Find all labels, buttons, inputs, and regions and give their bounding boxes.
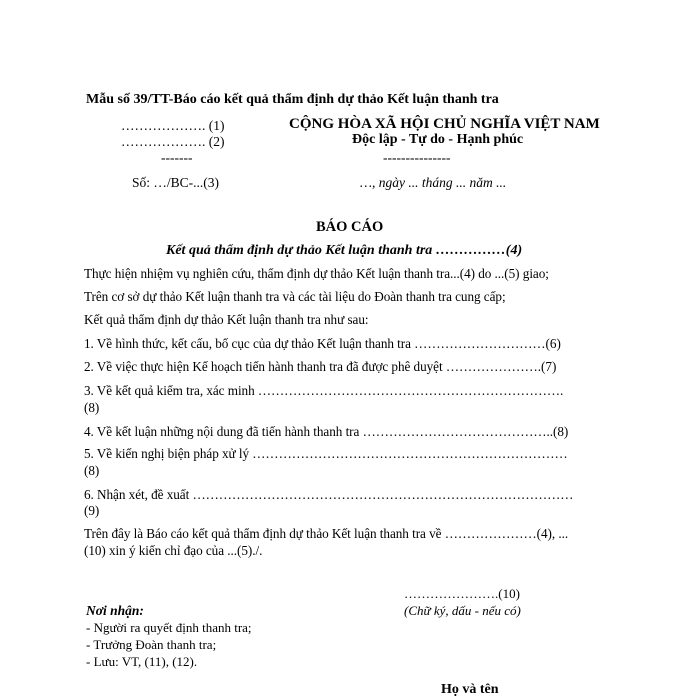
item-3-ref: (8) <box>84 400 100 415</box>
motto-separator: --------------- <box>383 150 451 165</box>
item-5-ref: (8) <box>84 463 100 478</box>
report-subtitle: Kết quả thẩm định dự thảo Kết luận thanh tra ……………(4) <box>166 243 523 258</box>
org-separator: ------- <box>161 150 193 165</box>
motto: Độc lập - Tự do - Hạnh phúc <box>352 132 524 147</box>
closing-line-1: Trên đây là Báo cáo kết quả thẩm định dự thảo Kết luận thanh tra về …………………(4), ... <box>84 526 569 541</box>
recipient-item: - Người ra quyết định thanh tra; <box>86 620 252 635</box>
date-line: …, ngày ... tháng ... năm ... <box>360 175 507 190</box>
recipients-heading: Nơi nhận: <box>86 603 144 618</box>
signature-note: (Chữ ký, dấu - nếu có) <box>404 603 521 618</box>
closing-line-2: (10) xin ý kiến chỉ đạo của ...(5)./. <box>84 543 263 558</box>
document-number: Số: …/BC-...(3) <box>132 175 220 190</box>
paragraph-1: Thực hiện nhiệm vụ nghiên cứu, thẩm định dự thảo Kết luận thanh tra...(4) do ...(5) giao; <box>84 266 549 281</box>
signature-dots: ………………….(10) <box>404 586 520 601</box>
item-4: 4. Về kết luận những nội dung đã tiến hành thanh tra ……………………………………..(8) <box>84 424 569 439</box>
form-title: Mẫu số 39/TT-Báo cáo kết quả thẩm định dự thảo Kết luận thanh tra <box>86 92 499 107</box>
paragraph-2: Trên cơ sở dự thảo Kết luận thanh tra và các tài liệu do Đoàn thanh tra cung cấp; <box>84 289 506 304</box>
item-1: 1. Về hình thức, kết cấu, bố cục của dự thảo Kết luận thanh tra …………………………(6) <box>84 336 561 351</box>
item-5: 5. Về kiến nghị biện pháp xử lý ……………………………………………………………… <box>84 446 568 461</box>
report-title: BÁO CÁO <box>316 219 384 235</box>
nation-name: CỘNG HÒA XÃ HỘI CHỦ NGHĨA VIỆT NAM <box>289 116 600 132</box>
recipient-item: - Trưởng Đoàn thanh tra; <box>86 637 217 652</box>
org-line-1: ………………. (1) <box>121 118 225 133</box>
org-line-2: ………………. (2) <box>121 134 225 149</box>
item-6-ref: (9) <box>84 503 100 518</box>
recipient-item: - Lưu: VT, (11), (12). <box>86 654 198 669</box>
item-3: 3. Về kết quả kiểm tra, xác minh ……………………………………………………………. <box>84 383 564 398</box>
paragraph-3: Kết quả thẩm định dự thảo Kết luận thanh tra như sau: <box>84 312 369 327</box>
signer-name: Họ và tên <box>441 682 499 697</box>
item-2: 2. Về việc thực hiện Kế hoạch tiến hành thanh tra đã được phê duyệt ………………….(7) <box>84 359 557 374</box>
item-6: 6. Nhận xét, đề xuất …………………………………………………………………………… <box>84 487 574 502</box>
